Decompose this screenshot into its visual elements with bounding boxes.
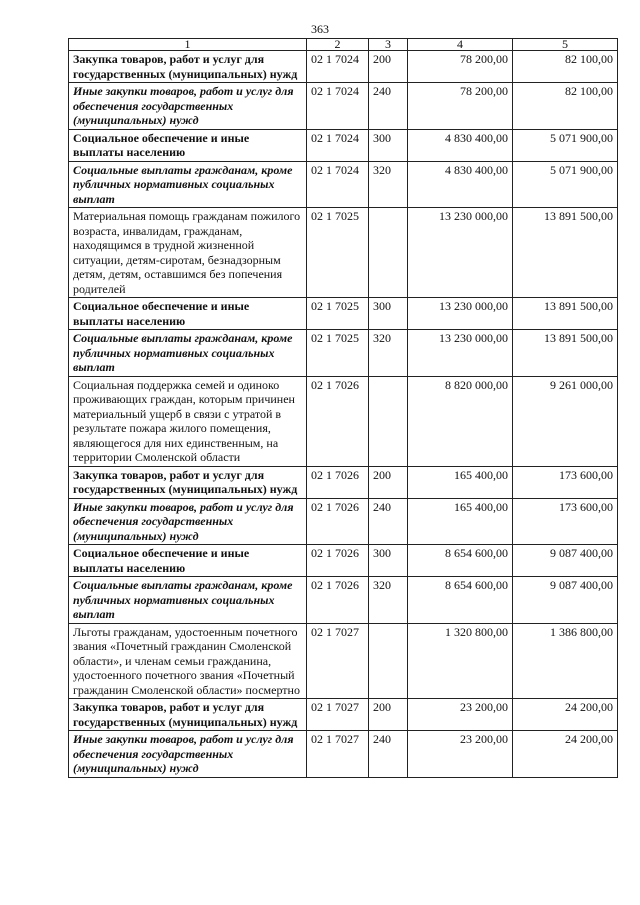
row-code-cell: 02 1 7026 — [307, 466, 369, 498]
row-code-cell: 02 1 7025 — [307, 330, 369, 377]
row-name-cell: Иные закупки товаров, работ и услуг для обеспечения государственных (муниципальных) нужд — [69, 731, 307, 778]
table-row — [69, 577, 618, 624]
row-amount-1-cell: 8 654 600,00 — [408, 577, 513, 624]
row-amount-1-cell: 23 200,00 — [408, 731, 513, 778]
row-name-cell: Социальное обеспечение и иные выплаты населению — [69, 298, 307, 330]
row-code-cell: 02 1 7026 — [307, 498, 369, 545]
row-expense-type-cell: 240 — [369, 498, 408, 545]
row-expense-type-cell: 300 — [369, 545, 408, 577]
row-amount-2-cell: 9 261 000,00 — [513, 376, 618, 466]
row-amount-1-cell: 8 820 000,00 — [408, 376, 513, 466]
row-amount-1-cell: 8 654 600,00 — [408, 545, 513, 577]
row-amount-2-cell: 82 100,00 — [513, 83, 618, 130]
table-row — [69, 161, 618, 208]
row-amount-2-cell: 5 071 900,00 — [513, 161, 618, 208]
row-amount-1-cell: 78 200,00 — [408, 83, 513, 130]
row-name-cell: Закупка товаров, работ и услуг для государственных (муниципальных) нужд — [69, 699, 307, 731]
row-amount-2-cell: 9 087 400,00 — [513, 577, 618, 624]
row-amount-1-cell: 78 200,00 — [408, 51, 513, 83]
row-code-cell: 02 1 7027 — [307, 623, 369, 699]
table-row — [69, 51, 618, 83]
row-name-cell: Льготы гражданам, удостоенным почетного звания «Почетный гражданин Смоленской области», и членам семьи гражданина, удостоенного почетного звания «Почетный гражданин Смоленской области» посмертно — [69, 623, 307, 699]
table-header-row — [69, 39, 618, 51]
table-row — [69, 376, 618, 466]
row-name-cell: Иные закупки товаров, работ и услуг для обеспечения государственных (муниципальных) нужд — [69, 498, 307, 545]
row-amount-2-cell: 13 891 500,00 — [513, 208, 618, 298]
row-expense-type-cell — [369, 376, 408, 466]
row-amount-2-cell: 1 386 800,00 — [513, 623, 618, 699]
row-amount-2-cell: 24 200,00 — [513, 699, 618, 731]
table-row — [69, 83, 618, 130]
row-expense-type-cell: 300 — [369, 298, 408, 330]
row-amount-2-cell: 24 200,00 — [513, 731, 618, 778]
row-expense-type-cell: 320 — [369, 161, 408, 208]
row-amount-1-cell: 4 830 400,00 — [408, 161, 513, 208]
row-code-cell: 02 1 7024 — [307, 51, 369, 83]
row-expense-type-cell: 240 — [369, 83, 408, 130]
row-code-cell: 02 1 7025 — [307, 298, 369, 330]
row-expense-type-cell: 200 — [369, 51, 408, 83]
column-header-4: 4 — [408, 39, 513, 51]
table-row — [69, 298, 618, 330]
row-code-cell: 02 1 7027 — [307, 731, 369, 778]
row-name-cell: Закупка товаров, работ и услуг для государственных (муниципальных) нужд — [69, 466, 307, 498]
column-header-1: 1 — [69, 39, 307, 51]
row-amount-1-cell: 4 830 400,00 — [408, 129, 513, 161]
row-amount-2-cell: 5 071 900,00 — [513, 129, 618, 161]
row-amount-2-cell: 173 600,00 — [513, 498, 618, 545]
row-amount-1-cell: 165 400,00 — [408, 466, 513, 498]
row-amount-1-cell: 23 200,00 — [408, 699, 513, 731]
row-amount-2-cell: 13 891 500,00 — [513, 330, 618, 377]
row-expense-type-cell: 200 — [369, 466, 408, 498]
row-name-cell: Закупка товаров, работ и услуг для государственных (муниципальных) нужд — [69, 51, 307, 83]
row-code-cell: 02 1 7025 — [307, 208, 369, 298]
row-code-cell: 02 1 7024 — [307, 129, 369, 161]
row-code-cell: 02 1 7024 — [307, 161, 369, 208]
row-expense-type-cell: 200 — [369, 699, 408, 731]
row-name-cell: Социальные выплаты гражданам, кроме публичных нормативных социальных выплат — [69, 577, 307, 624]
table-row — [69, 731, 618, 778]
row-name-cell: Социальные выплаты гражданам, кроме публичных нормативных социальных выплат — [69, 330, 307, 377]
row-amount-1-cell: 13 230 000,00 — [408, 330, 513, 377]
row-name-cell: Материальная помощь гражданам пожилого возраста, инвалидам, гражданам, находящимся в трудной жизненной ситуации, детям-сиротам, безнадзорным детям, детям, оставшимся без попечения родителей — [69, 208, 307, 298]
row-expense-type-cell: 320 — [369, 330, 408, 377]
table-row — [69, 545, 618, 577]
row-expense-type-cell: 320 — [369, 577, 408, 624]
row-code-cell: 02 1 7024 — [307, 83, 369, 130]
row-name-cell: Иные закупки товаров, работ и услуг для обеспечения государственных (муниципальных) нужд — [69, 83, 307, 130]
row-expense-type-cell — [369, 208, 408, 298]
column-header-3: 3 — [369, 39, 408, 51]
table-body — [69, 51, 618, 778]
table-row — [69, 623, 618, 699]
row-expense-type-cell — [369, 623, 408, 699]
budget-table — [68, 38, 618, 778]
row-amount-1-cell: 165 400,00 — [408, 498, 513, 545]
table-row — [69, 330, 618, 377]
row-amount-2-cell: 82 100,00 — [513, 51, 618, 83]
row-amount-2-cell: 13 891 500,00 — [513, 298, 618, 330]
row-code-cell: 02 1 7026 — [307, 577, 369, 624]
row-amount-2-cell: 9 087 400,00 — [513, 545, 618, 577]
row-name-cell: Социальные выплаты гражданам, кроме публичных нормативных социальных выплат — [69, 161, 307, 208]
row-amount-2-cell: 173 600,00 — [513, 466, 618, 498]
table-row — [69, 699, 618, 731]
table-row — [69, 129, 618, 161]
column-header-2: 2 — [307, 39, 369, 51]
table-row — [69, 498, 618, 545]
row-amount-1-cell: 1 320 800,00 — [408, 623, 513, 699]
table-row — [69, 466, 618, 498]
row-code-cell: 02 1 7026 — [307, 376, 369, 466]
row-code-cell: 02 1 7026 — [307, 545, 369, 577]
row-name-cell: Социальное обеспечение и иные выплаты населению — [69, 129, 307, 161]
column-header-5: 5 — [513, 39, 618, 51]
row-amount-1-cell: 13 230 000,00 — [408, 298, 513, 330]
table-row — [69, 208, 618, 298]
row-expense-type-cell: 300 — [369, 129, 408, 161]
row-name-cell: Социальное обеспечение и иные выплаты населению — [69, 545, 307, 577]
row-code-cell: 02 1 7027 — [307, 699, 369, 731]
page-number: 363 — [311, 22, 329, 36]
row-expense-type-cell: 240 — [369, 731, 408, 778]
row-amount-1-cell: 13 230 000,00 — [408, 208, 513, 298]
row-name-cell: Социальная поддержка семей и одиноко проживающих граждан, которым причинен материальный ущерб в связи с утратой в результате пожара жилого помещения, являющегося для них единственным, на территории Смоленской области — [69, 376, 307, 466]
